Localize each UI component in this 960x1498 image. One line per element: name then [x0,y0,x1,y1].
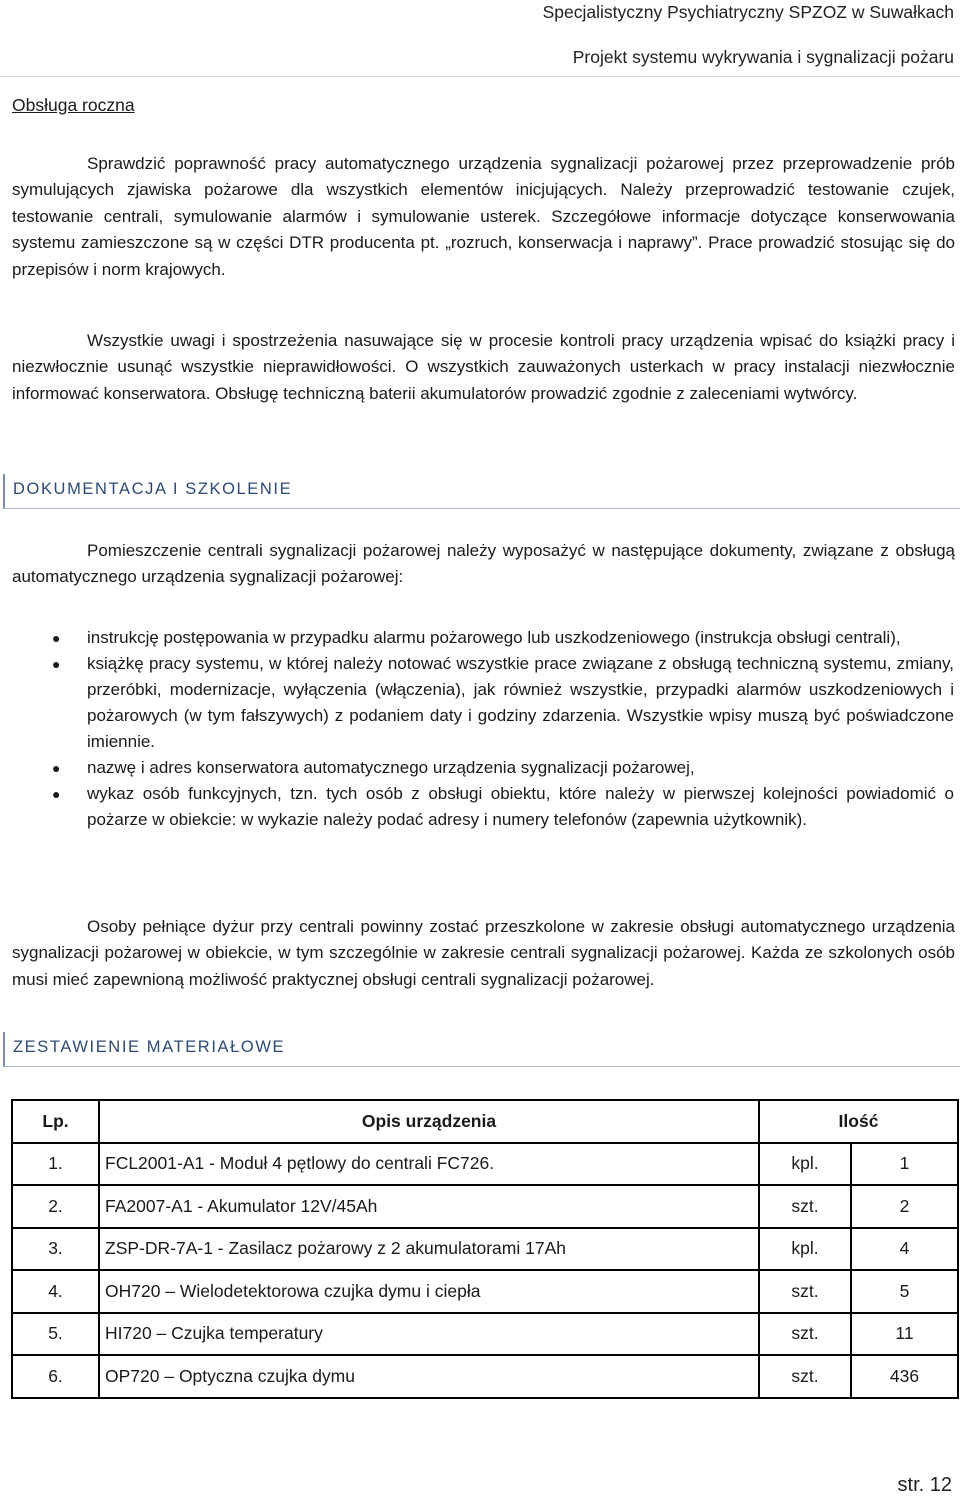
cell-unit: szt. [759,1313,851,1356]
cell-unit: szt. [759,1270,851,1313]
bullet-icon: ● [52,760,61,776]
documents-list [0,625,960,833]
bullet-icon: ● [52,656,61,672]
bullet-icon: ● [52,786,61,802]
cell-qty: 11 [851,1313,958,1356]
paragraph-annual-1: Sprawdzić poprawność pracy automatycznego urządzenia sygnalizacji pożarowej przez przeprowadzenie prób symulujących zjawiska pożarowe dla wszystkich elementów inicjujących. Należy przeprowadzić testowanie czujek, testowanie centrali, symulowanie alarmów i symulowanie usterek. Szczegółowe informacje dotyczące konserwowania systemu zamieszczone są w części DTR producenta pt. „rozruch, konserwacja i naprawy”. Prace prowadzić stosując się do przepisów i norm krajowych. [12,154,955,279]
header-project-title: Projekt systemu wykrywania i sygnalizacji pożaru [572,47,954,67]
section-title-annual: Obsługa roczna [12,95,135,115]
cell-desc: OP720 – Optyczna czujka dymu [99,1355,759,1398]
cell-desc: FCL2001-A1 - Moduł 4 pętlowy do centrali FC726. [99,1143,759,1186]
column-header-qty: Ilość [759,1100,958,1143]
cell-desc: FA2007-A1 - Akumulator 12V/45Ah [99,1185,759,1228]
header-institution: Specjalistyczny Psychiatryczny SPZOZ w Suwałkach [542,2,954,22]
list-item: ● nazwę i adres konserwatora automatycznego urządzenia sygnalizacji pożarowej, [0,755,960,781]
cell-unit: szt. [759,1185,851,1228]
cell-qty: 2 [851,1185,958,1228]
paragraph-docs-intro: Pomieszczenie centrali sygnalizacji pożarowej należy wyposażyć w następujące dokumenty, związane z obsługą automatycznego urządzenia sygnalizacji pożarowej: [12,541,955,587]
cell-unit: szt. [759,1355,851,1398]
cell-qty: 436 [851,1355,958,1398]
table-row [12,1270,958,1313]
cell-desc: ZSP-DR-7A-1 - Zasilacz pożarowy z 2 akumulatorami 17Ah [99,1228,759,1271]
column-header-lp: Lp. [12,1100,99,1143]
list-item: ● wykaz osób funkcyjnych, tzn. tych osób z obsługi obiektu, które należy w pierwszej kolejności powiadomić o pożarze w obiekcie: w wykazie należy podać adresy i numery telefonów (zapewnia użytkownik). [0,781,960,833]
paragraph-training: Osoby pełniące dyżur przy centrali powinny zostać przeszkolone w zakresie obsługi automatycznego urządzenia sygnalizacji pożarowej w obiekcie, w tym szczególnie w zakresie centrali sygnalizacji pożarowej. Każda ze szkolonych osób musi mieć zapewnioną możliwość praktycznej obsługi centrali sygnalizacji pożarowej. [12,917,955,989]
table-row [12,1185,958,1228]
cell-lp: 6. [12,1355,99,1398]
paragraph-annual-2: Wszystkie uwagi i spostrzeżenia nasuwające się w procesie kontroli pracy urządzenia wpisać do książki pracy i niezwłocznie usunąć wszystkie nieprawidłowości. O wszystkich zauważonych usterkach w pracy instalacji niezwłocznie informować konserwatora. Obsługę techniczną baterii akumulatorów prowadzić zgodnie z zaleceniami wytwórcy. [12,331,955,403]
heading-documentation: DOKUMENTACJA I SZKOLENIE [3,474,960,509]
cell-qty: 5 [851,1270,958,1313]
cell-lp: 5. [12,1313,99,1356]
page-number: str. 12 [897,1474,952,1496]
cell-unit: kpl. [759,1143,851,1186]
list-item: ● instrukcję postępowania w przypadku alarmu pożarowego lub uszkodzeniowego (instrukcja obsługi centrali), [0,625,960,651]
table-row [12,1143,958,1186]
column-header-desc: Opis urządzenia [99,1100,759,1143]
cell-qty: 4 [851,1228,958,1271]
cell-lp: 2. [12,1185,99,1228]
cell-lp: 3. [12,1228,99,1271]
cell-desc: HI720 – Czujka temperatury [99,1313,759,1356]
header-divider [0,76,960,77]
table-row [12,1355,958,1398]
materials-table [11,1099,959,1399]
cell-lp: 1. [12,1143,99,1186]
table-header-row [12,1100,958,1143]
cell-lp: 4. [12,1270,99,1313]
heading-materials: ZESTAWIENIE MATERIAŁOWE [3,1032,960,1067]
cell-unit: kpl. [759,1228,851,1271]
cell-qty: 1 [851,1143,958,1186]
bullet-icon: ● [52,630,61,646]
table-row [12,1228,958,1271]
list-item: ● książkę pracy systemu, w której należy notować wszystkie prace związane z obsługą techniczną systemu, zmiany, przeróbki, modernizacje, wyłączenia (włączenia), jak również wszystkie, przypadki alarmów uszkodzeniowych i pożarowych (w tym fałszywych) z podaniem daty i godziny zdarzenia. Wszystkie wpisy muszą być poświadczone imiennie. [0,651,960,755]
table-row [12,1313,958,1356]
cell-desc: OH720 – Wielodetektorowa czujka dymu i ciepła [99,1270,759,1313]
